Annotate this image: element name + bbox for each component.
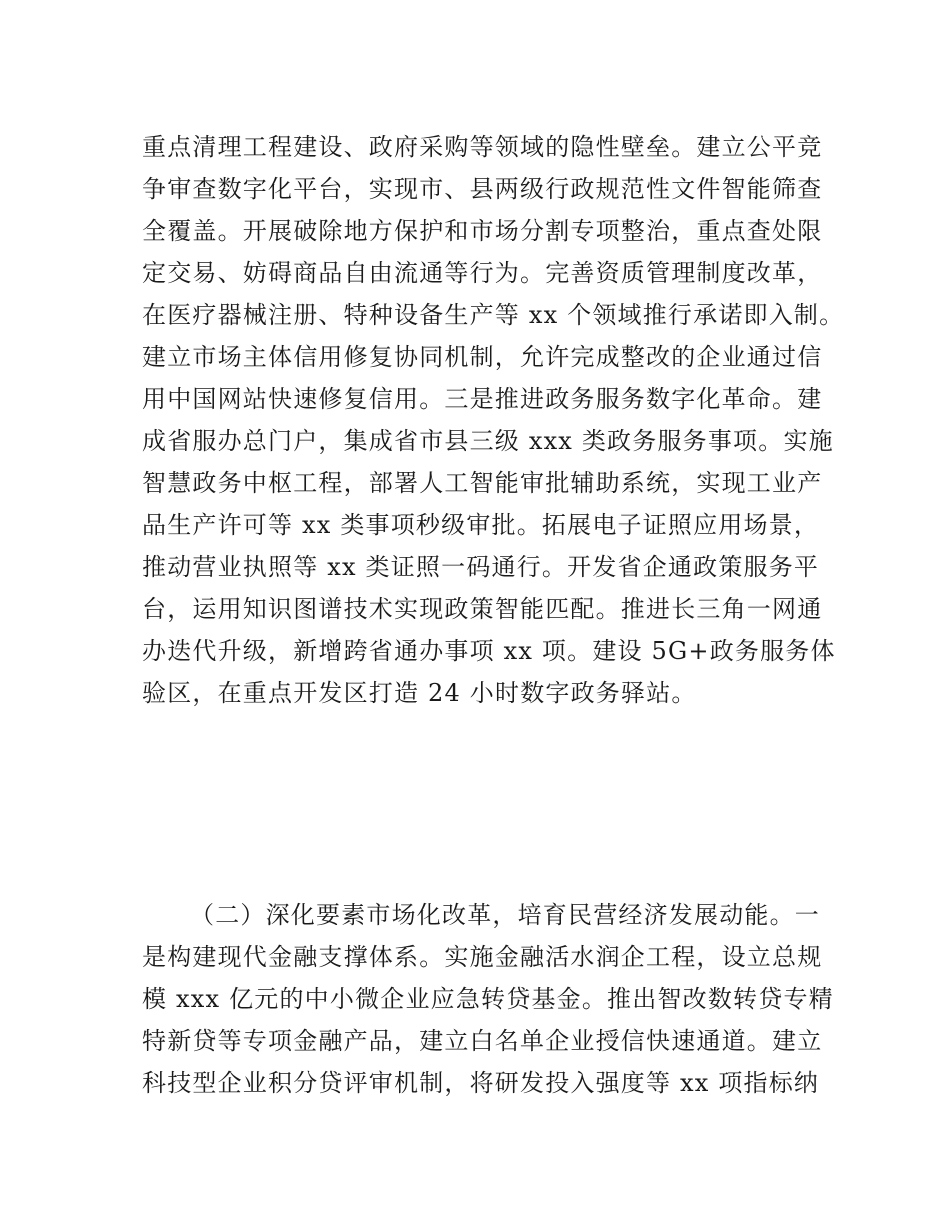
paragraph-line: 重点清理工程建设、政府采购等领域的隐性壁垒。建立公平竞 bbox=[142, 133, 823, 161]
section-heading-line: （二）深化要素市场化改革，培育民营经济发展动能。一 bbox=[190, 901, 820, 929]
paragraph-line: 建立市场主体信用修复协同机制，允许完成整改的企业通过信 bbox=[142, 343, 823, 371]
paragraph-line: 是构建现代金融支撑体系。实施金融活水润企工程，设立总规 bbox=[142, 943, 823, 971]
paragraph-line: 定交易、妨碍商品自由流通等行为。完善资质管理制度改革， bbox=[142, 259, 823, 287]
paragraph-line: 争审查数字化平台，实现市、县两级行政规范性文件智能筛查 bbox=[142, 175, 823, 203]
paragraph-line: 推动营业执照等 xx 类证照一码通行。开发省企通政策服务平 bbox=[142, 553, 820, 581]
paragraph-line: 办迭代升级，新增跨省通办事项 xx 项。建设 5G+政务服务体 bbox=[142, 637, 836, 665]
paragraph-1 bbox=[142, 126, 845, 714]
paragraph-line: 在医疗器械注册、特种设备生产等 xx 个领域推行承诺即入制。 bbox=[142, 301, 845, 329]
paragraph-line: 台，运用知识图谱技术实现政策智能匹配。推进长三角一网通 bbox=[142, 595, 823, 623]
paragraph-line: 科技型企业积分贷评审机制，将研发投入强度等 xx 项指标纳 bbox=[142, 1069, 820, 1097]
paragraph-line: 成省服办总门户，集成省市县三级 xxx 类政务服务事项。实施 bbox=[142, 427, 834, 455]
paragraph-line: 特新贷等专项金融产品，建立白名单企业授信快速通道。建立 bbox=[142, 1027, 823, 1055]
paragraph-line: 智慧政务中枢工程，部署人工智能审批辅助系统，实现工业产 bbox=[142, 469, 823, 497]
paragraph-line: 用中国网站快速修复信用。三是推进政务服务数字化革命。建 bbox=[142, 385, 823, 413]
paragraph-line: 模 xxx 亿元的中小微企业应急转贷基金。推出智改数转贷专精 bbox=[142, 985, 834, 1013]
paragraph-line: 品生产许可等 xx 类事项秒级审批。拓展电子证照应用场景， bbox=[142, 511, 820, 539]
paragraph-2 bbox=[142, 894, 834, 1104]
paragraph-line: 全覆盖。开展破除地方保护和市场分割专项整治，重点查处限 bbox=[142, 217, 823, 245]
paragraph-line: 验区，在重点开发区打造 24 小时数字政务驿站。 bbox=[142, 679, 697, 707]
